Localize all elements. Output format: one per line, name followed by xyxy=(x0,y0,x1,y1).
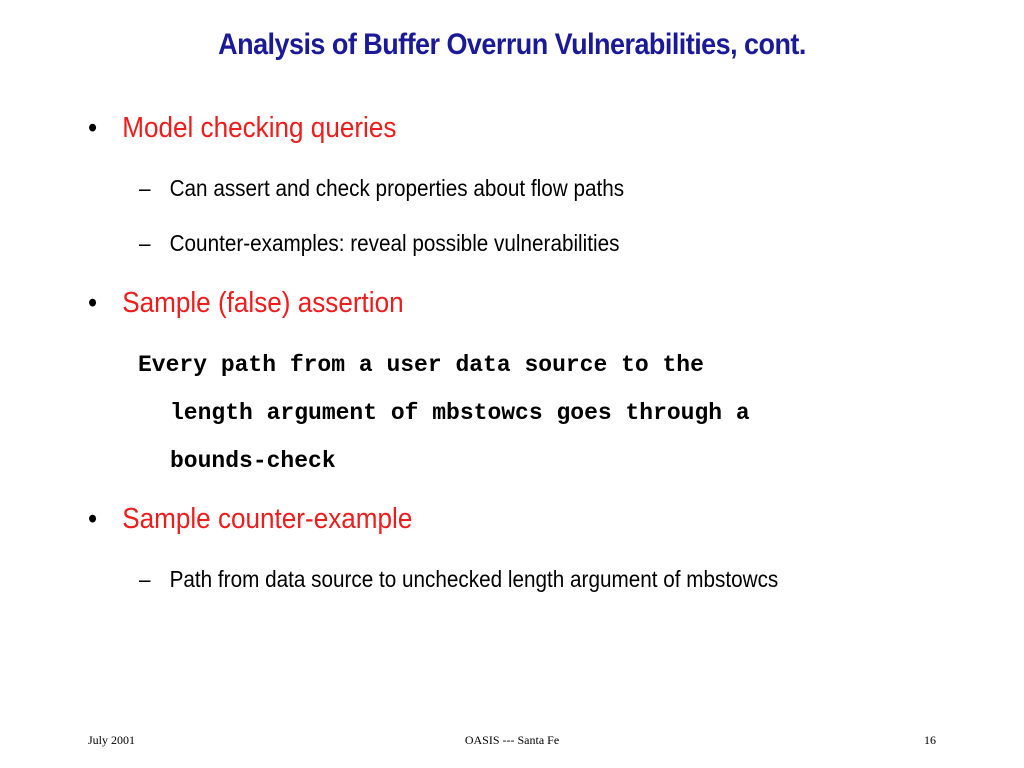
sub-item-counter-examples xyxy=(139,230,619,257)
footer-date: July 2001 xyxy=(88,733,136,747)
bullet-item-sample-assertion xyxy=(88,287,404,320)
bullet-icon: • xyxy=(88,503,98,535)
code-line: Every path from a user data source to the xyxy=(138,352,704,378)
code-line: bounds-check xyxy=(170,448,336,474)
dash-icon: – xyxy=(139,175,151,201)
slide-title: Analysis of Buffer Overrun Vulnerabilities, cont. xyxy=(218,28,806,61)
dash-icon: – xyxy=(139,230,151,256)
bullet-icon: • xyxy=(88,287,98,319)
code-line: length argument of mbstowcs goes through a xyxy=(170,400,750,426)
bullet-text: Sample counter-example xyxy=(122,503,413,535)
bullet-text: Sample (false) assertion xyxy=(122,287,404,319)
code-block-assertion xyxy=(138,341,938,485)
bullet-item-model-checking xyxy=(88,112,396,145)
bullet-item-counter-example xyxy=(88,503,412,536)
sub-item-text: Counter-examples: reveal possible vulnerabilities xyxy=(169,230,620,256)
sub-item-text: Path from data source to unchecked length argument of mbstowcs xyxy=(169,566,779,592)
dash-icon: – xyxy=(139,566,151,592)
sub-item-text: Can assert and check properties about flow paths xyxy=(169,175,625,201)
sub-item-path-from-source xyxy=(139,566,778,593)
bullet-icon: • xyxy=(88,112,98,144)
sub-item-assert-check xyxy=(139,175,624,202)
footer-event: OASIS --- Santa Fe xyxy=(464,733,560,747)
bullet-text: Model checking queries xyxy=(122,112,397,144)
page-number: 16 xyxy=(924,733,936,747)
